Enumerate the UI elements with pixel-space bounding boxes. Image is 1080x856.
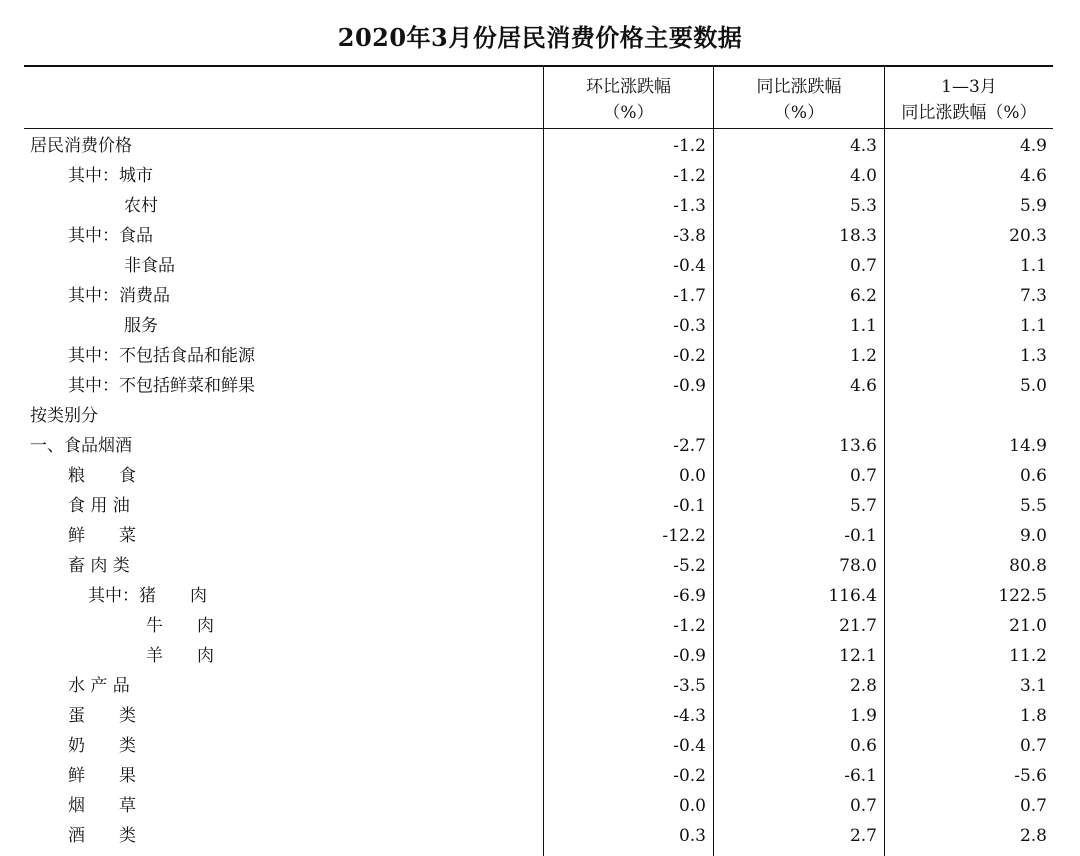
cell-ytd: 9.0 — [1019, 526, 1047, 546]
row-label: 居民消费价格 — [30, 136, 132, 156]
header-ytd-line1: 1—3月 — [941, 77, 997, 97]
table-row — [24, 611, 1053, 641]
table-row — [24, 641, 1053, 671]
row-label: 鲜 菜 — [68, 526, 136, 546]
cell-ytd: 14.9 — [1009, 436, 1047, 456]
table-row — [24, 161, 1053, 191]
table-row — [24, 401, 1053, 431]
table-row — [24, 461, 1053, 491]
table-row — [24, 431, 1053, 461]
cell-ytd: 4.9 — [1019, 136, 1047, 156]
table-top-rule — [24, 65, 1053, 67]
row-label: 其中：不包括鲜菜和鲜果 — [68, 376, 255, 396]
cell-mom: -0.9 — [673, 376, 706, 396]
cell-ytd: 5.0 — [1019, 376, 1047, 396]
row-label: 农村 — [124, 196, 158, 216]
row-label: 鲜 果 — [68, 766, 136, 786]
cell-mom: -0.4 — [673, 736, 706, 756]
table-row — [24, 821, 1053, 851]
cell-yoy: 13.6 — [839, 436, 877, 456]
cell-yoy: 1.2 — [849, 346, 877, 366]
row-label: 食 用 油 — [68, 496, 130, 516]
cell-ytd: 21.0 — [1009, 616, 1047, 636]
header-ytd-line2: 同比涨跌幅（%） — [901, 103, 1037, 123]
table-row — [24, 551, 1053, 581]
cell-yoy: 1.9 — [849, 706, 877, 726]
row-label: 其中：食品 — [68, 226, 153, 246]
table-row — [24, 191, 1053, 221]
cell-mom: -3.5 — [673, 676, 706, 696]
table-row — [24, 371, 1053, 401]
table-row — [24, 341, 1053, 371]
row-label: 非食品 — [124, 256, 175, 276]
table-row — [24, 251, 1053, 281]
cell-yoy: 0.6 — [849, 736, 877, 756]
table-row — [24, 731, 1053, 761]
row-label: 酒 类 — [68, 826, 136, 846]
row-label: 烟 草 — [68, 796, 136, 816]
row-label: 其中：猪 肉 — [88, 586, 207, 606]
cell-ytd: 20.3 — [1009, 226, 1047, 246]
cell-mom: 0.0 — [678, 796, 706, 816]
cell-ytd: 11.2 — [1009, 646, 1047, 666]
cell-yoy: 2.8 — [849, 676, 877, 696]
cell-ytd: 1.3 — [1019, 346, 1047, 366]
cell-mom: -1.2 — [673, 166, 706, 186]
cell-yoy: 4.6 — [849, 376, 877, 396]
cell-yoy: 5.3 — [849, 196, 877, 216]
cell-ytd: 5.9 — [1019, 196, 1047, 216]
table-row — [24, 281, 1053, 311]
cell-mom: -5.2 — [673, 556, 706, 576]
table-row — [24, 671, 1053, 701]
cell-mom: -6.9 — [673, 586, 706, 606]
table-row — [24, 311, 1053, 341]
cell-yoy: 0.7 — [849, 466, 877, 486]
table-row — [24, 221, 1053, 251]
cell-mom: -0.4 — [673, 256, 706, 276]
cell-ytd: 7.3 — [1019, 286, 1047, 306]
row-label: 奶 类 — [68, 736, 136, 756]
cell-ytd: 0.7 — [1019, 796, 1047, 816]
header-mom — [544, 74, 713, 126]
cell-mom: -0.1 — [673, 496, 706, 516]
cell-mom: 0.3 — [678, 826, 706, 846]
cell-yoy: 18.3 — [839, 226, 877, 246]
cell-mom: -4.3 — [673, 706, 706, 726]
cell-mom: -1.2 — [673, 616, 706, 636]
cell-mom: -3.8 — [673, 226, 706, 246]
row-label: 水 产 品 — [68, 676, 130, 696]
row-label: 羊 肉 — [146, 646, 214, 666]
cell-ytd: 0.6 — [1019, 466, 1047, 486]
cell-yoy: -0.1 — [844, 526, 877, 546]
table-row — [24, 521, 1053, 551]
table-header-rule — [24, 128, 1053, 129]
table-row — [24, 491, 1053, 521]
row-label: 畜 肉 类 — [68, 556, 130, 576]
cell-yoy: 78.0 — [839, 556, 877, 576]
row-label: 其中：不包括食品和能源 — [68, 346, 255, 366]
cell-ytd: 3.1 — [1019, 676, 1047, 696]
header-ytd — [885, 74, 1053, 126]
cell-mom: -1.7 — [673, 286, 706, 306]
cell-yoy: 116.4 — [828, 586, 877, 606]
table-row — [24, 791, 1053, 821]
row-label: 服务 — [124, 316, 158, 336]
header-yoy — [714, 74, 884, 126]
cell-yoy: 6.2 — [849, 286, 877, 306]
table-row — [24, 581, 1053, 611]
cell-mom: -0.2 — [673, 346, 706, 366]
cell-ytd: 1.1 — [1019, 256, 1047, 276]
cell-yoy: -6.1 — [844, 766, 877, 786]
cell-mom: -0.3 — [673, 316, 706, 336]
cell-ytd: 1.1 — [1019, 316, 1047, 336]
header-yoy-line1: 同比涨跌幅 — [756, 77, 842, 97]
row-label: 其中：城市 — [68, 166, 153, 186]
cell-yoy: 0.7 — [849, 796, 877, 816]
header-mom-line2: （%） — [603, 103, 654, 123]
cell-ytd: 80.8 — [1009, 556, 1047, 576]
cell-yoy: 5.7 — [849, 496, 877, 516]
cell-ytd: -5.6 — [1014, 766, 1047, 786]
cell-mom: -12.2 — [662, 526, 706, 546]
table-row — [24, 131, 1053, 161]
cell-mom: 0.0 — [678, 466, 706, 486]
cell-ytd: 4.6 — [1019, 166, 1047, 186]
row-label: 牛 肉 — [146, 616, 214, 636]
row-label: 蛋 类 — [68, 706, 136, 726]
cell-yoy: 12.1 — [839, 646, 877, 666]
row-label: 粮 食 — [68, 466, 136, 486]
cell-mom: -0.2 — [673, 766, 706, 786]
header-mom-line1: 环比涨跌幅 — [586, 77, 671, 97]
table-row — [24, 701, 1053, 731]
section-label: 按类别分 — [30, 406, 98, 426]
cell-ytd: 122.5 — [998, 586, 1047, 606]
cell-yoy: 4.0 — [849, 166, 877, 186]
cell-ytd: 5.5 — [1019, 496, 1047, 516]
row-label: 其中：消费品 — [68, 286, 170, 306]
cell-ytd: 0.7 — [1019, 736, 1047, 756]
row-label: 一、食品烟酒 — [30, 436, 132, 456]
cell-mom: -1.3 — [673, 196, 706, 216]
table-row — [24, 761, 1053, 791]
cell-yoy: 2.7 — [849, 826, 877, 846]
cell-mom: -0.9 — [673, 646, 706, 666]
cell-mom: -2.7 — [673, 436, 706, 456]
cell-yoy: 1.1 — [849, 316, 877, 336]
cell-yoy: 21.7 — [839, 616, 877, 636]
page-title: 2020年3月份居民消费价格主要数据 — [337, 23, 743, 52]
header-yoy-line2: （%） — [773, 103, 825, 123]
cell-yoy: 4.3 — [849, 136, 877, 156]
cell-yoy: 0.7 — [849, 256, 877, 276]
cell-ytd: 1.8 — [1019, 706, 1047, 726]
table-body — [24, 131, 1053, 851]
cell-ytd: 2.8 — [1019, 826, 1047, 846]
cell-mom: -1.2 — [673, 136, 706, 156]
